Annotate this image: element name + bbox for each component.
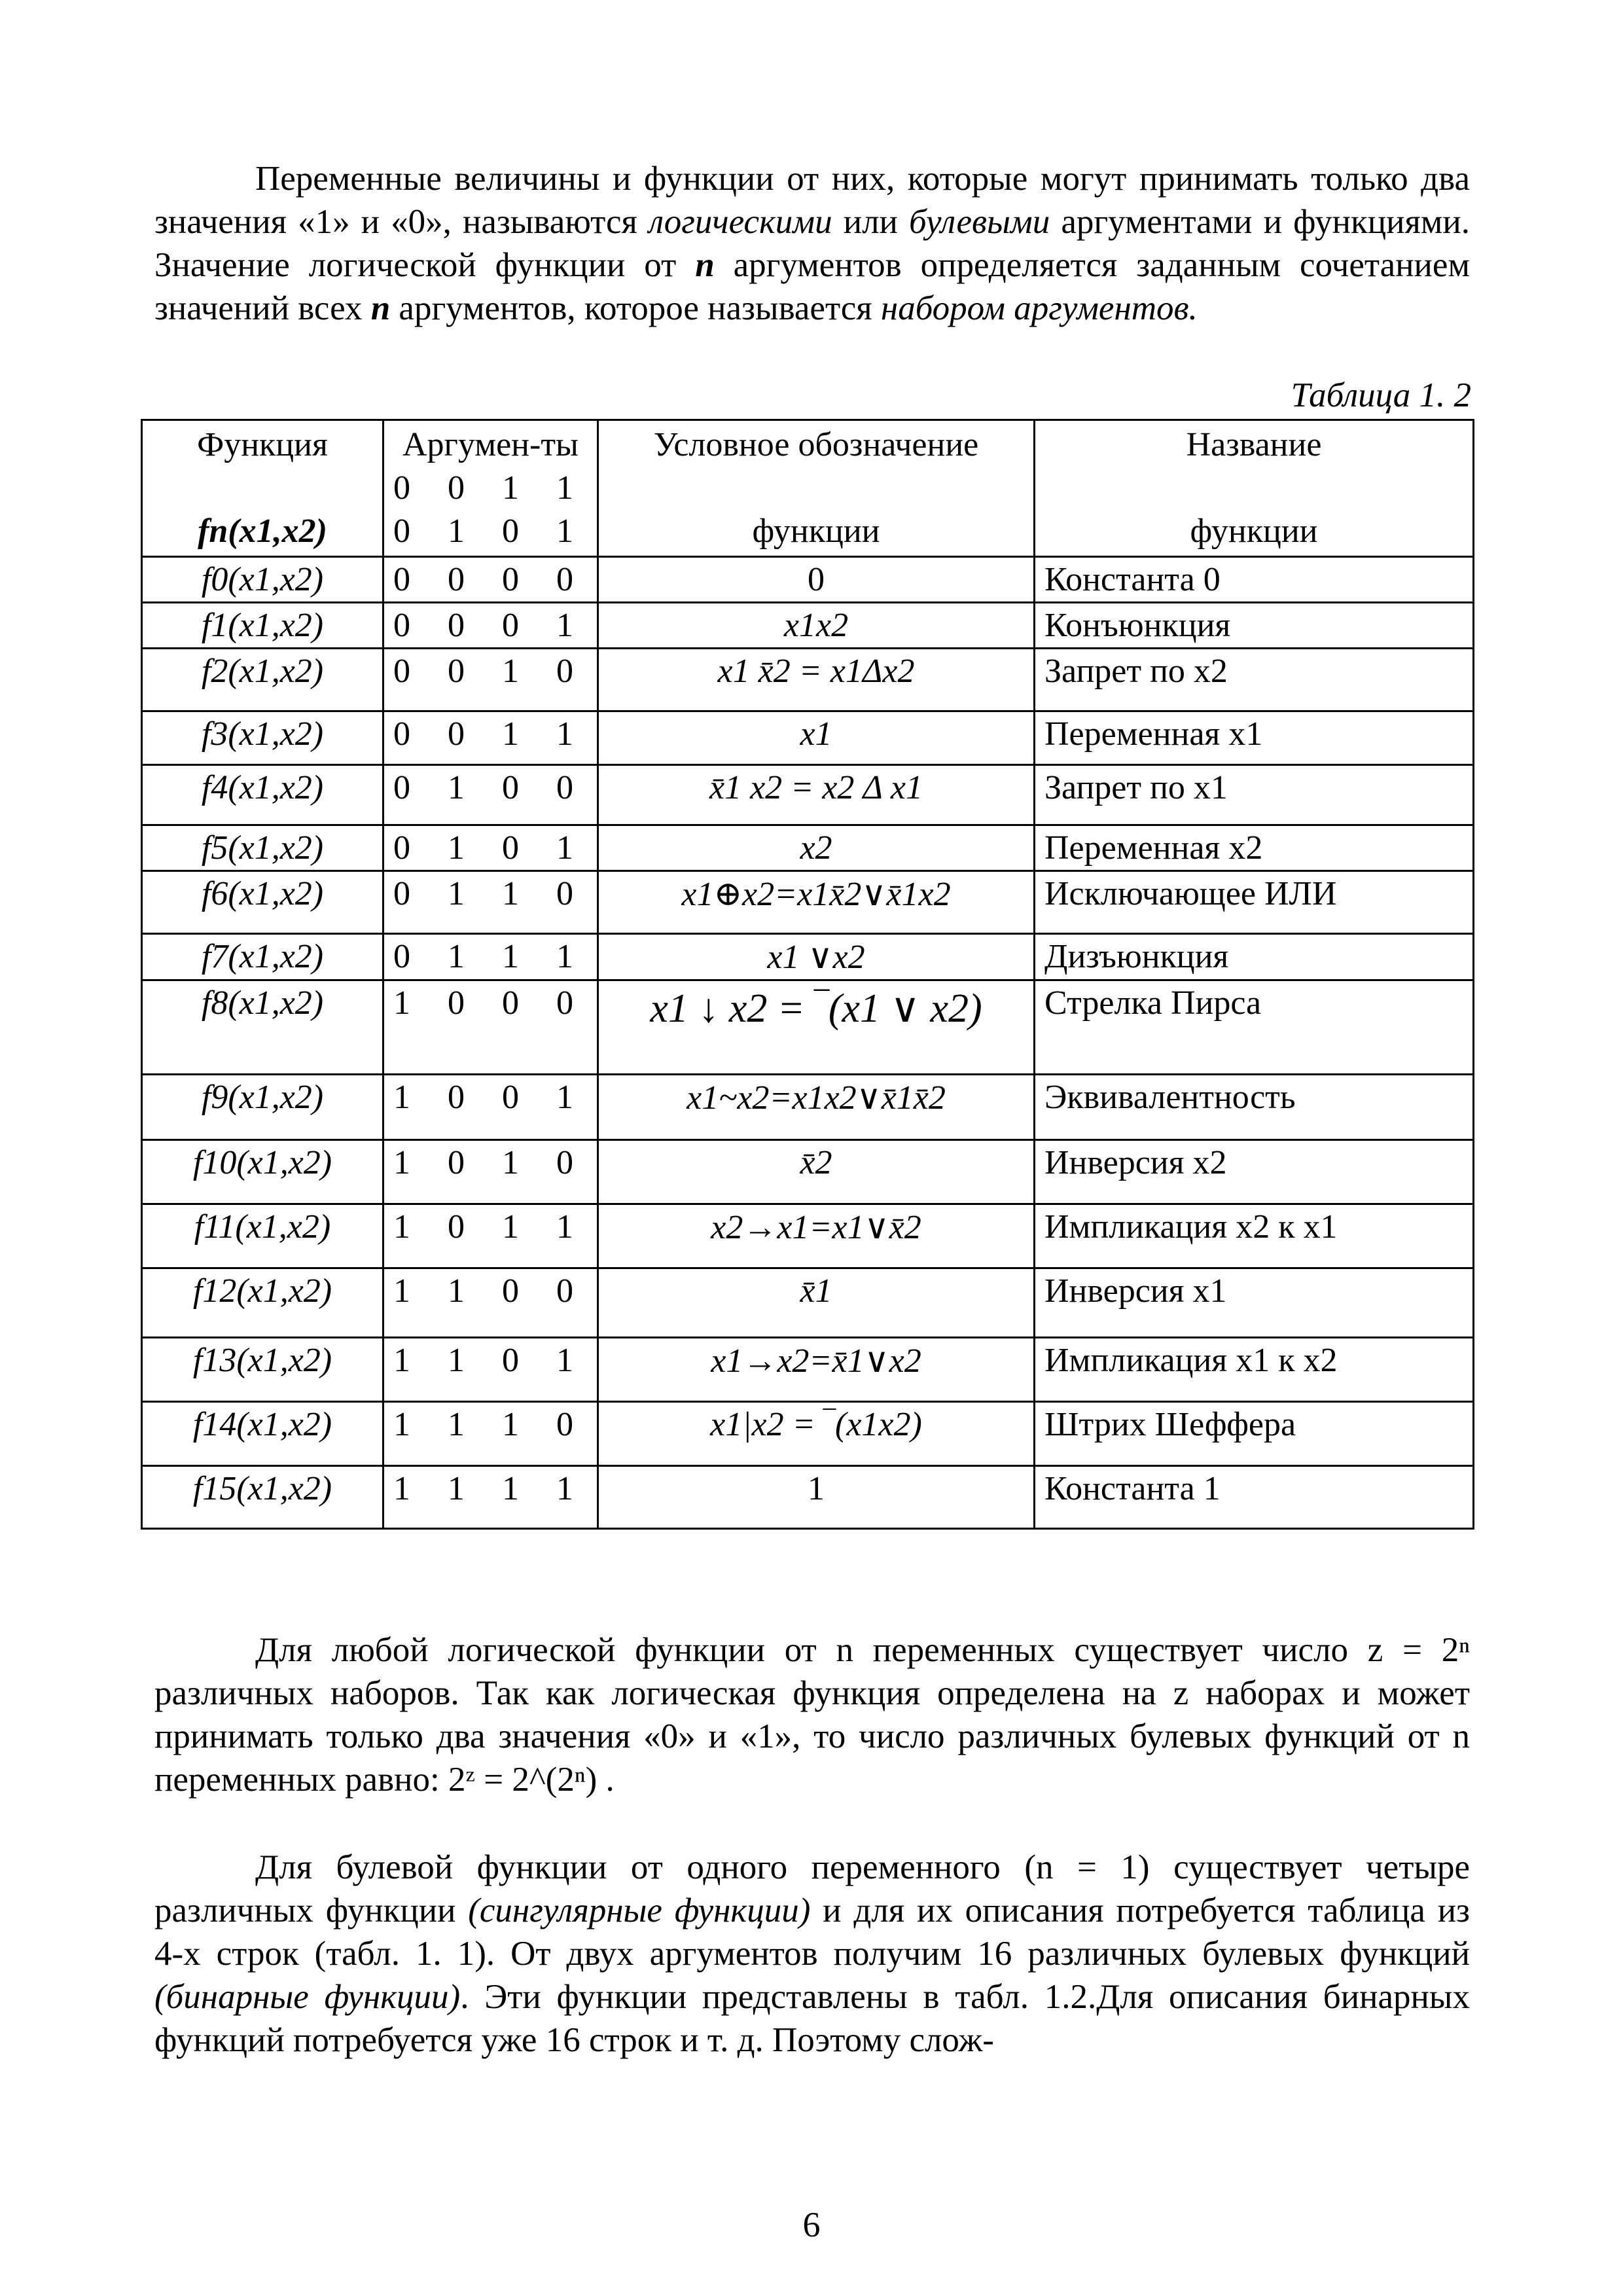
intro-paragraph: Переменные величины и функции от них, которые могут принимать только два значения «1» и «0», называются логическими или булевыми аргументами и функциями. Значение логической функции от n аргументов определяется заданным сочетанием значений всех n аргументов, которое называется набором аргументов.	[154, 160, 1470, 327]
table-row: f7(x1,x2) 0 1 1 1 x1 ∨x2 Дизъюнкция	[142, 934, 1474, 980]
table-header-row	[142, 420, 1474, 557]
table-row: f6(x1,x2) 0 1 1 0 x1⊕x2=x1x̄2∨x̄1x2 Исключающее ИЛИ	[142, 871, 1474, 934]
header-notation: Условное обозначение функции	[598, 420, 1035, 557]
table-row: f1(x1,x2) 0 0 0 1 x1x2 Конъюнкция	[142, 603, 1474, 649]
boolean-functions-table	[141, 419, 1474, 1530]
table-row: f4(x1,x2) 0 1 0 0 x̄1 x2 = x2 Δ x1 Запрет по x1	[142, 765, 1474, 825]
unary-binary-paragraph: Для булевой функции от одного переменного (n = 1) существует четыре различных функции (сингулярные функции) и для их описания потребуется таблица из 4-х строк (табл. 1. 1). От двух аргументов получим 16 различных булевых функций (бинарные функции). Эти функции представлены в табл. 1.2.Для описания бинарных функций потребуется уже 16 строк и т. д. Поэтому слож-	[154, 1848, 1470, 2059]
table-row: f0(x1,x2) 0 0 0 0 0 Константа 0	[142, 557, 1474, 603]
header-function: Функция fn(x1,x2)	[142, 420, 383, 557]
table-row: f9(x1,x2) 1 0 0 1 x1~x2=x1x2∨x̄1x̄2 Эквивалентность	[142, 1075, 1474, 1140]
table-row: f3(x1,x2) 0 0 1 1 x1 Переменная x1	[142, 711, 1474, 765]
table-row: f8(x1,x2) 1 0 0 0 x1 ↓ x2 = ‾(x1 ∨ x2) Стрелка Пирса	[142, 980, 1474, 1075]
table-row: f11(x1,x2) 1 0 1 1 x2→x1=x1∨x̄2 Импликация x2 к x1	[142, 1204, 1474, 1268]
page-number: 6	[802, 2205, 821, 2244]
table-row: f10(x1,x2) 1 0 1 0 x̄2 Инверсия x2	[142, 1140, 1474, 1204]
count-paragraph: Для любой логической функции от n переменных существует число z = 2ⁿ различных наборов. Так как логическая функция определена на z наборах и может принимать только два значения «0» и «1», то число различных булевых функций от n переменных равно: 2ᶻ = 2^(2ⁿ) .	[154, 1631, 1470, 1799]
table-row: f14(x1,x2) 1 1 1 0 x1|x2 = ‾(x1x2) Штрих Шеффера	[142, 1402, 1474, 1466]
table-caption: Таблица 1. 2	[1291, 376, 1471, 414]
table-row: f12(x1,x2) 1 1 0 0 x̄1 Инверсия x1	[142, 1268, 1474, 1338]
table-row: f2(x1,x2) 0 0 1 0 x1 x̄2 = x1Δx2 Запрет по x2	[142, 649, 1474, 711]
table-row: f13(x1,x2) 1 1 0 1 x1→x2=x̄1∨x2 Импликация x1 к x2	[142, 1338, 1474, 1402]
table-row: f15(x1,x2) 1 1 1 1 1 Константа 1	[142, 1466, 1474, 1529]
header-name: Название функции	[1035, 420, 1474, 557]
header-args: Аргумен-ты 0 0 1 1 0 1 0 1	[383, 420, 598, 557]
table-row: f5(x1,x2) 0 1 0 1 x2 Переменная x2	[142, 825, 1474, 871]
